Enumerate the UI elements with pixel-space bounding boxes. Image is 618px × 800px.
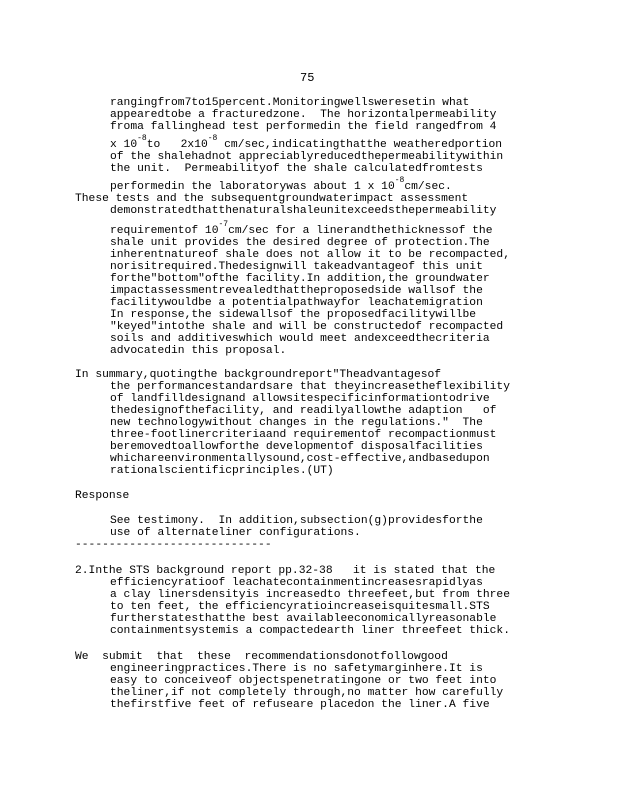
text-line: theliner,if not completely through,no matter how carefully bbox=[110, 687, 504, 699]
superscript-exponent: -7 bbox=[218, 220, 229, 229]
text-line: "keyed"intothe shale and will be constructedof recompacted bbox=[110, 321, 504, 333]
text-fragment: requirementof 10 bbox=[110, 225, 219, 237]
text-line: engineeringpractices.There is no safetymarginhere.It is bbox=[110, 663, 483, 675]
text-line: three-footlinercriteriaand requirementof recompactionmust bbox=[110, 429, 497, 441]
text-line: In response,the sidewallsof the proposedfacilitywillbe bbox=[110, 309, 477, 321]
text-line: rationalscientificprinciples.(UT) bbox=[110, 465, 334, 477]
text-line: inherentnatureof shale does not allow it to be recompacted, bbox=[110, 249, 510, 261]
text-line: beremovedtoallowforthe developmentof disposalfacilities bbox=[110, 441, 483, 453]
text-line bbox=[110, 176, 452, 193]
section-heading: Response bbox=[75, 490, 130, 502]
superscript-exponent: -8 bbox=[137, 134, 147, 143]
text-line: forthe"bottom"ofthe facility.In addition,the groundwater bbox=[110, 273, 490, 285]
text-line: containmentsystemis a compactedearth liner threefeet thick. bbox=[110, 625, 510, 637]
text-line: of landfilldesignand allowsitespecificinformationtodrive bbox=[110, 393, 490, 405]
text-line: soils and additiveswhich would meet andexceedthecriteria bbox=[110, 333, 490, 345]
text-line: easy to conceiveof objectspenetratingone or two feet into bbox=[110, 675, 497, 687]
text-line: These tests and the subsequentgroundwaterimpact assessment bbox=[75, 193, 469, 205]
separator-line: ----------------------------- bbox=[75, 539, 272, 551]
superscript-exponent: -8 bbox=[394, 176, 405, 185]
text-line: thedesignofthefacility, and readilyallowthe adaption of bbox=[110, 405, 497, 417]
text-line: demonstratedthatthenaturalshaleunitexceedsthepermeability bbox=[110, 205, 497, 217]
page-number: 75 bbox=[300, 71, 315, 85]
text-line: a clay linersdensityis increasedto threefeet,but from three bbox=[110, 589, 510, 601]
text-fragment: cm/sec. bbox=[404, 181, 452, 193]
text-line: of the shalehadnot appreciablyreducedthepermeabilitywithin bbox=[110, 151, 504, 163]
text-line: impactassessmentrevealedthattheproposedside wallsof the bbox=[110, 285, 483, 297]
text-fragment: performedin the laboratorywas about 1 x 10 bbox=[110, 181, 395, 193]
text-fragment: cm/sec for a linerandthethicknessof the bbox=[228, 225, 493, 237]
text-line: In summary,quotingthe backgroundreport"Theadvantagesof bbox=[75, 369, 442, 381]
text-line: appearedtobe a fracturedzone. The horizontalpermeability bbox=[110, 109, 497, 121]
text-line: rangingfrom7to15percent.Monitoringwellsweresetin what bbox=[110, 97, 470, 109]
text-fragment: x 10 bbox=[110, 139, 138, 151]
text-line: We submit that these recommendationsdonotfollowgood bbox=[75, 651, 448, 663]
text-line: efficiencyratioof leachatecontainmentincreasesrapidlyas bbox=[110, 577, 483, 589]
text-line: 2.Inthe STS background report pp.32-38 it is stated that the bbox=[75, 565, 496, 577]
text-line: thefirstfive feet of refuseare placedon the liner.A five bbox=[110, 699, 490, 711]
text-line: froma fallinghead test performedin the field rangedfrom 4 bbox=[110, 121, 497, 133]
text-line: norisitrequired.Thedesignwill takeadvantageof this unit bbox=[110, 261, 483, 273]
text-line: use of alternateliner configurations. bbox=[110, 527, 361, 539]
text-line: facilitywouldbe a potentialpathwayfor leachatemigration bbox=[110, 297, 483, 309]
text-line bbox=[110, 134, 503, 151]
text-fragment: cm/sec,indicatingthatthe weatheredportion bbox=[217, 139, 503, 151]
text-line: new technologywithout changes in the regulations." The bbox=[110, 417, 483, 429]
text-line: shale unit provides the desired degree of protection.The bbox=[110, 237, 490, 249]
text-line: whichareenvironmentallysound,cost-effective,andbasedupon bbox=[110, 453, 490, 465]
text-line: advocatedin this proposal. bbox=[110, 345, 287, 357]
text-line: furtherstatesthatthe best availableeconomicallyreasonable bbox=[110, 613, 497, 625]
superscript-exponent: -8 bbox=[207, 134, 218, 143]
text-line: the performancestandardsare that theyincreasetheflexibility bbox=[110, 381, 510, 393]
text-line bbox=[110, 220, 493, 237]
text-line: to ten feet, the efficiencyratioincreaseisquitesmall.STS bbox=[110, 601, 490, 613]
text-line: See testimony. In addition,subsection(g)providesforthe bbox=[110, 515, 483, 527]
text-fragment: to 2x10 bbox=[146, 139, 208, 151]
text-line: the unit. Permeabilityof the shale calculatedfromtests bbox=[110, 163, 483, 175]
